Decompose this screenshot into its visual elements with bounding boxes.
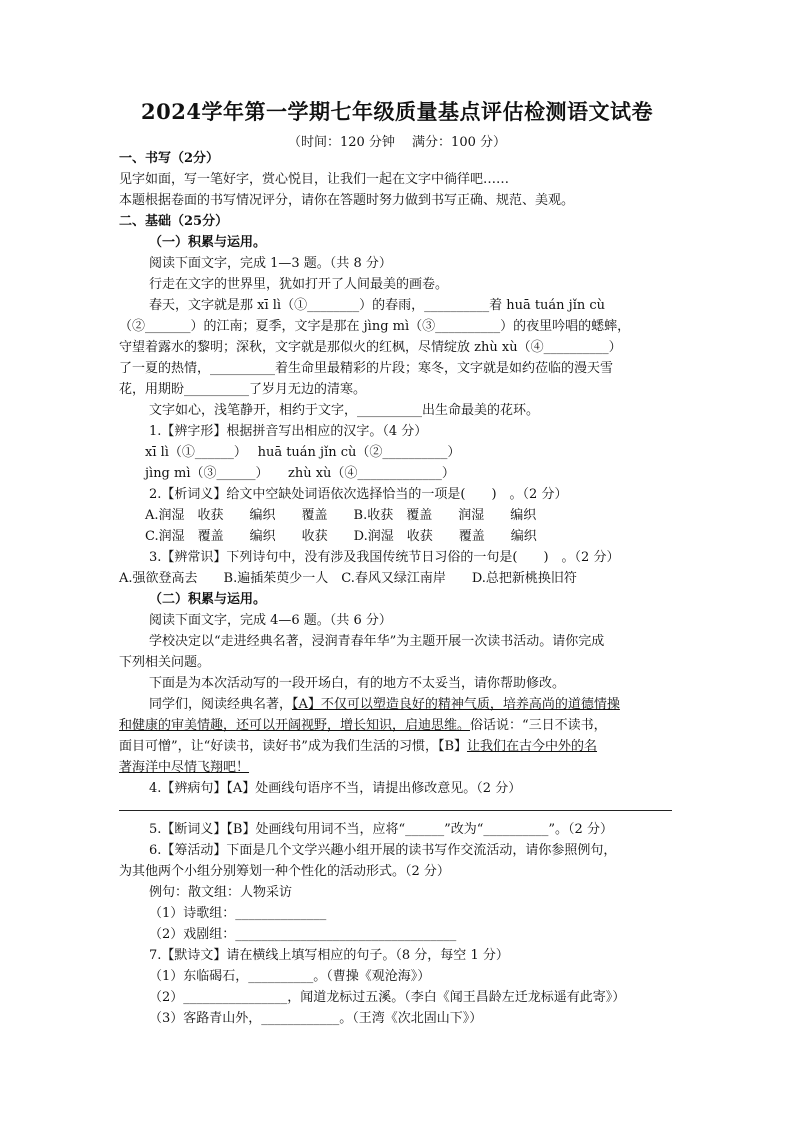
- question-1: 1.【辨字形】根据拼音写出相应的汉字。（4 分）: [149, 424, 428, 439]
- underlined-sentence-a: 【A】不仅可以塑造良好的精神气质，培养高尚的道德情操: [292, 697, 620, 712]
- question-2-options: A.润湿 收获 编织 覆盖 B.收获 覆盖 润湿 编织: [145, 508, 537, 523]
- passage-line: 春天，文字就是那 xī lì（①________）的春雨，__________着 huā tuán jǐn cù: [149, 298, 606, 313]
- question-2-options: C.润湿 覆盖 编织 收获 D.润湿 收获 覆盖 编织: [145, 529, 537, 544]
- page-title: 2024学年第一学期七年级质量基点评估检测语文试卷: [141, 99, 653, 124]
- section-basics-heading: 二、基础（25分）: [119, 214, 229, 229]
- question-6-blank: （2）戏剧组：__________________________________: [149, 927, 457, 942]
- text-line: 见字如面，写一笔好字，赏心悦目，让我们一起在文字中徜徉吧……: [119, 172, 510, 187]
- passage-line: 下列相关问题。: [119, 655, 211, 670]
- passage-text: 俗话说：“三日不读书，: [470, 718, 607, 733]
- question-6-blank: （1）诗歌组：______________: [149, 906, 327, 921]
- passage-line: [119, 760, 249, 776]
- subsection-heading: （一）积累与运用。: [149, 235, 267, 250]
- passage-line: [119, 739, 597, 755]
- question-4: 4.【辨病句】【A】处画线句语序不当，请提出修改意见。（2 分）: [149, 781, 522, 796]
- question-1-blanks: xī lì（①______） huā tuán jǐn cù（②__________）: [145, 445, 461, 460]
- underlined-sentence-b: 让我们在古今中外的名: [467, 739, 598, 754]
- question-3-options: A.强欲登高去 B.遍插茱萸少一人 C.春风又绿江南岸 D.总把新桃换旧符: [119, 571, 577, 586]
- underlined-sentence-b: 著海洋中尽情飞翔吧！: [119, 760, 250, 775]
- instruction-line: 阅读下面文字，完成 1—3 题。（共 8 分）: [149, 256, 392, 271]
- question-2: 2.【析词义】给文中空缺处词语依次选择恰当的一项是( ) 。（2 分）: [149, 487, 568, 502]
- underlined-sentence-a: 和健康的审美情趣，还可以开阔视野，增长知识，启迪思维。: [119, 718, 471, 733]
- passage-line: 下面是为本次活动写的一段开场白，有的地方不太妥当，请你帮助修改。: [149, 676, 566, 691]
- passage-line: [149, 697, 620, 713]
- example-line: 例句：散文组：人物采访: [149, 885, 293, 900]
- question-7-item: （2）________________，闻道龙标过五溪。（李白《闻王昌龄左迁龙标遥有此寄》）: [149, 990, 626, 1005]
- passage-line: 学校决定以“走进经典名著，浸润青春年华”为主题开展一次读书活动。请你完成: [149, 634, 605, 649]
- question-7-item: （3）客路青山外，____________。（王湾《次北固山下》）: [149, 1011, 483, 1026]
- instruction-line: 阅读下面文字，完成 4—6 题。（共 6 分）: [149, 613, 392, 628]
- passage-line: 花，用期盼__________了岁月无边的清寒。: [119, 382, 367, 397]
- passage-line: 行走在文字的世界里，犹如打开了人间最美的画卷。: [149, 277, 449, 292]
- question-7: 7.【默诗文】请在横线上填写相应的句子。（8 分，每空 1 分）: [149, 948, 509, 963]
- page-subtitle: （时间：120 分钟 满分：100 分）: [287, 135, 507, 150]
- question-3: 3.【辨常识】下列诗句中，没有涉及我国传统节日习俗的一句是( ) 。（2 分）: [149, 550, 620, 565]
- section-writing-heading: 一、书写（2分）: [119, 151, 220, 166]
- passage-text: 面目可憎”，让“好读书，读好书”成为我们生活的习惯，: [119, 739, 438, 754]
- passage-line: （②_______）的江南；夏季，文字是那在 jìng mì（③__________）的夜里吟唱的蟋蟀，: [119, 319, 631, 334]
- question-7-item: （1）东临碣石，__________。（曹操《观沧海》）: [149, 969, 431, 984]
- answer-line[interactable]: [119, 810, 672, 811]
- question-6-text: 为其他两个小组分别筹划一种个性化的活动形式。（2 分）: [119, 864, 450, 879]
- text-line: 本题根据卷面的书写情况评分，请你在答题时努力做到书写正确、规范、美观。: [119, 193, 575, 208]
- question-5: 5.【断词义】【B】处画线句用词不当，应将“______”改为“__________”。（2 分）: [149, 822, 613, 837]
- passage-line: 守望着露水的黎明；深秋，文字就是那似火的红枫，尽情绽放 zhù xù（④__________）: [119, 340, 622, 355]
- question-6: 6.【筹活动】下面是几个文学兴趣小组开展的读书写作交流活动，请你参照例句，: [149, 843, 617, 858]
- passage-text: 同学们，阅读经典名著，: [149, 697, 293, 712]
- passage-line: [119, 718, 607, 734]
- passage-line: 了一夏的热情，__________着生命里最精彩的片段；寒冬，文字就是如约莅临的漫天雪: [119, 361, 614, 376]
- marker-b: 【B】: [437, 739, 468, 754]
- passage-line: 文字如心，浅笔静开，相约于文字，__________出生命最美的花环。: [149, 403, 540, 418]
- question-1-blanks: jìng mì（③______） zhù xù（④_____________）: [145, 466, 455, 481]
- subsection-heading: （二）积累与运用。: [149, 592, 267, 607]
